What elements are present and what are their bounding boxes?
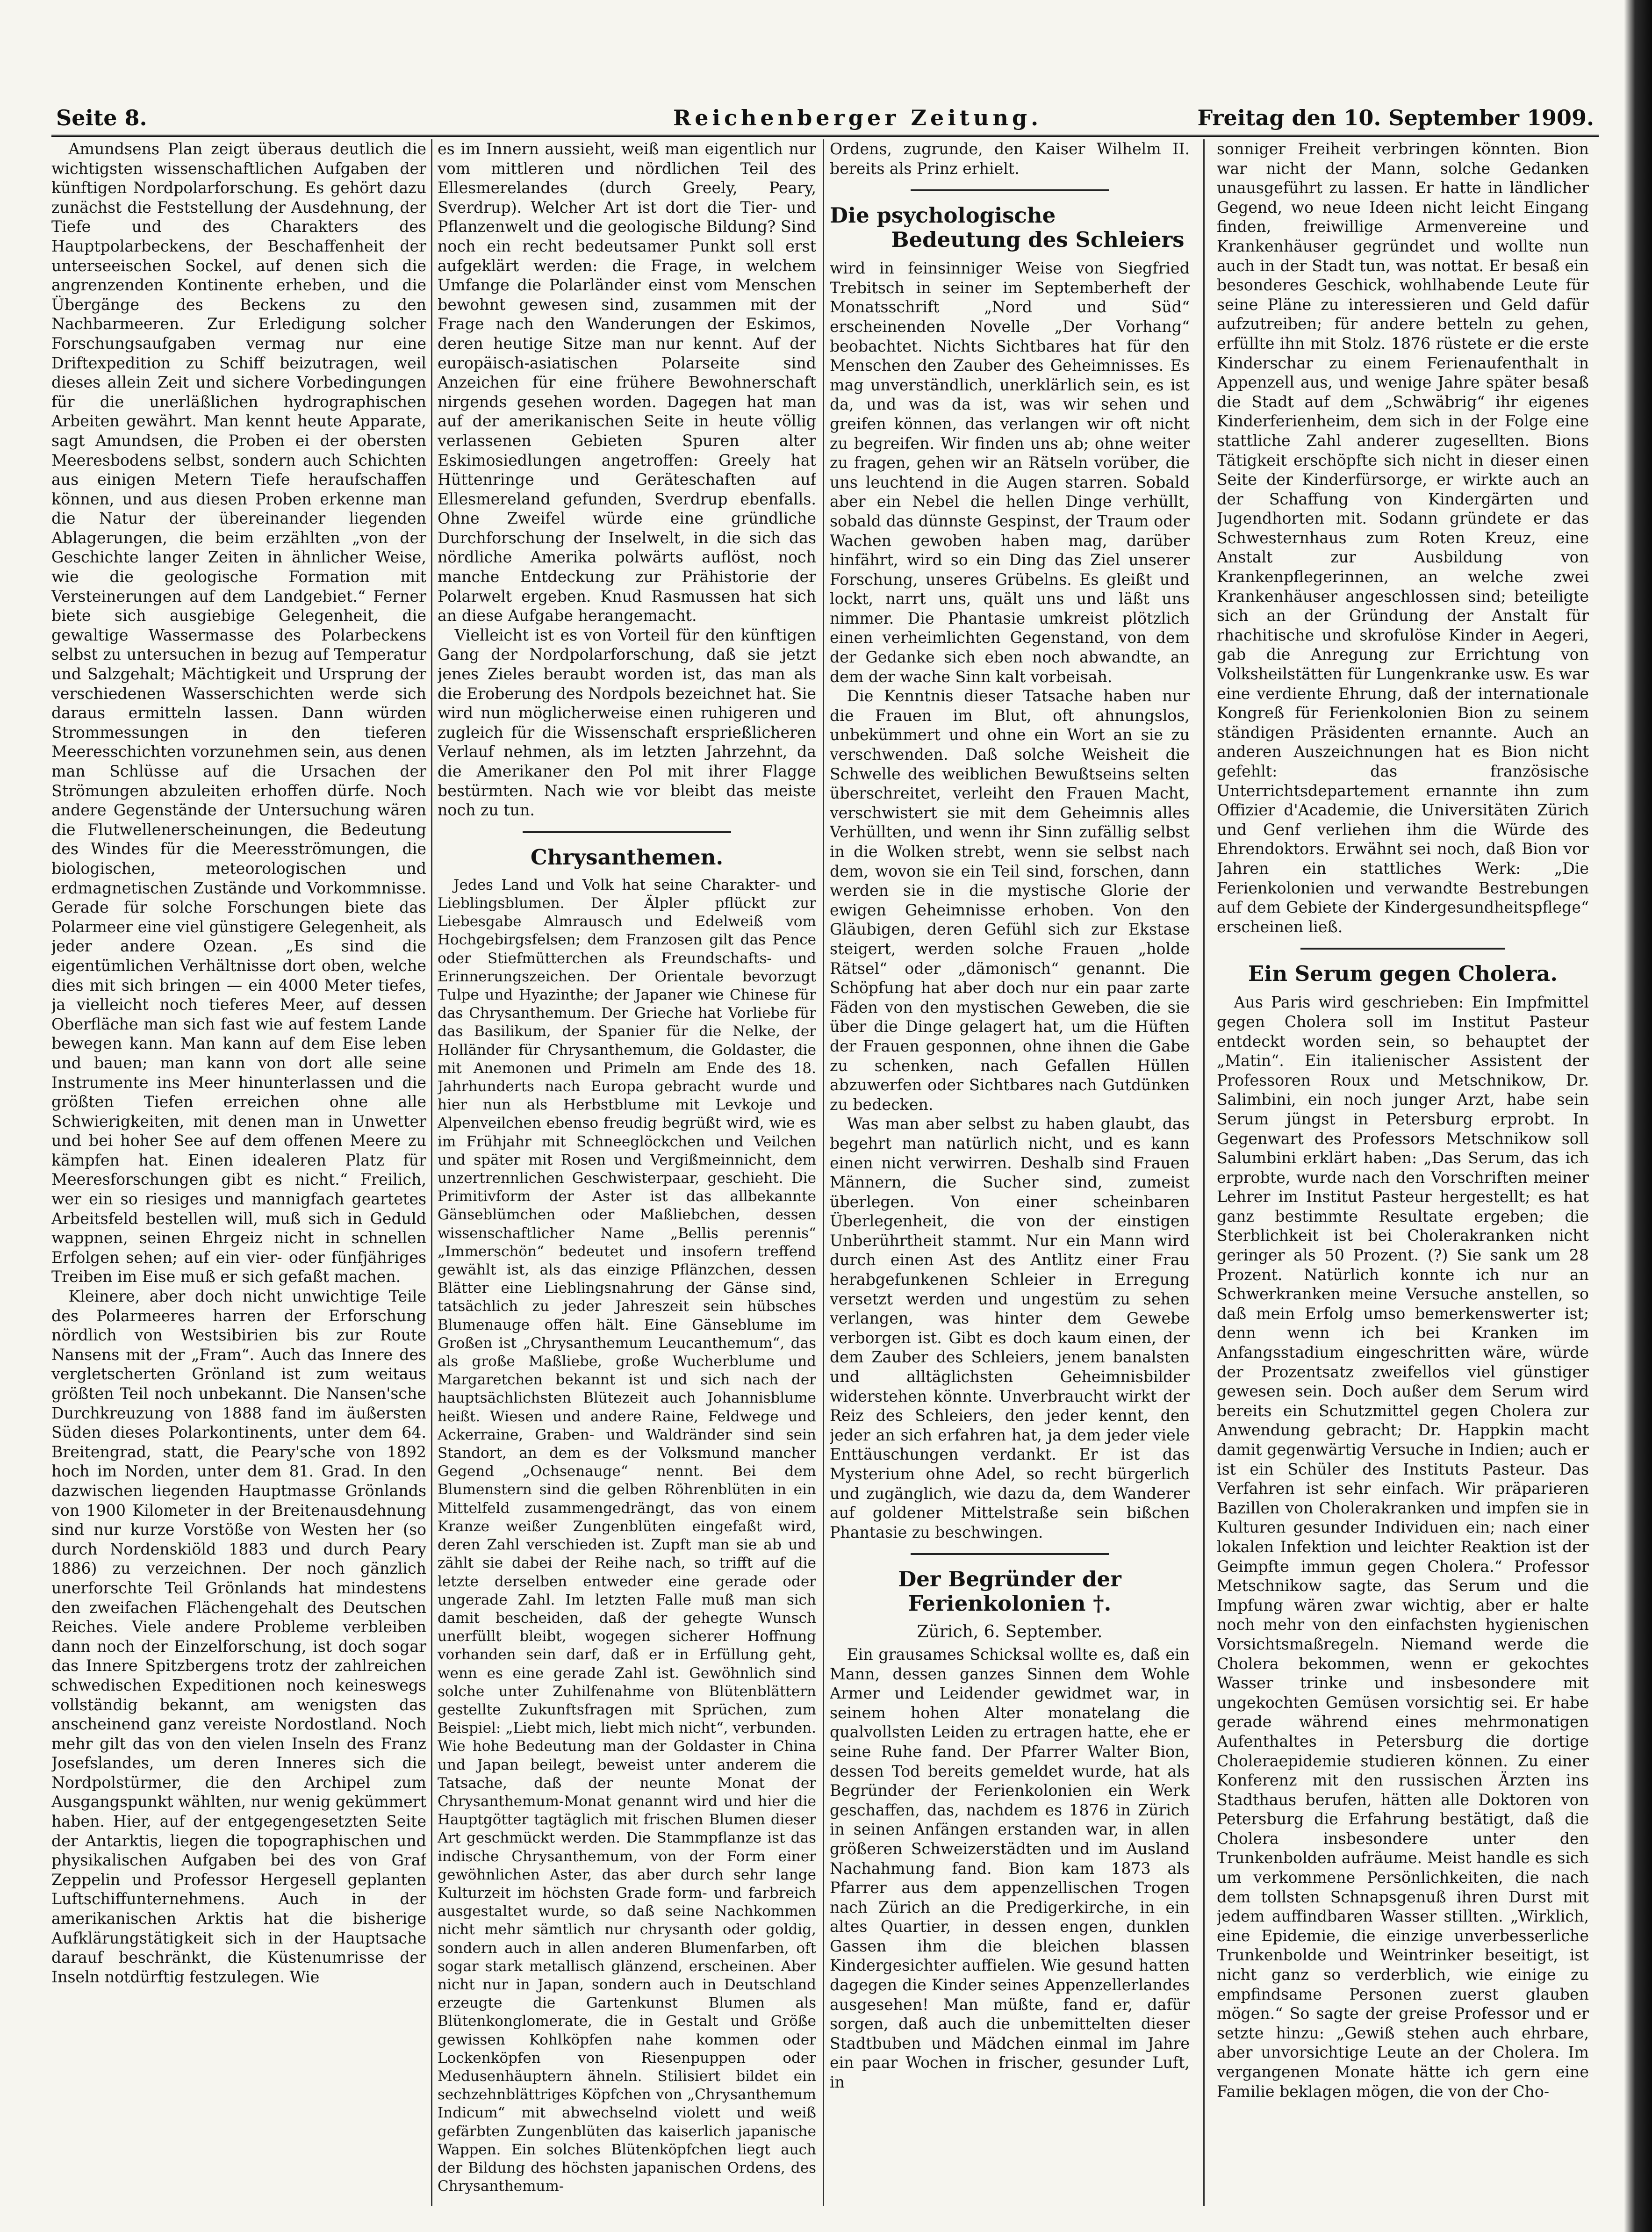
article-title-chrysanthemen: Chrysanthemen. (530, 844, 724, 870)
page-number: Seite 8. (56, 105, 147, 130)
title-line: Die psychologische (830, 203, 1056, 228)
column-4 (1217, 139, 1589, 2206)
column-2 (438, 139, 816, 2206)
article-paragraph: Ordens, zugrunde, den Kaiser Wilhelm II. bereits als Prinz erhielt. (830, 140, 1190, 178)
article-paragraph: es im Innern aussieht, weiß man eigentlich nur vom mittleren und nördlichen Teil des Ellesmerelandes (durch Greely, Peary, Sverdrup). Welcher Art ist dort die Tier- und Pflanzenwelt und die geologische Bildung? Sind noch ein recht bedeutsamer Punkt soll erst aufgeklärt werden: die Frage, in welchem Umfange die Polarländer einst vom Menschen bewohnt gewesen sind, zusammen mit der Frage nach den Wanderungen der Eskimos, deren heutige Sitze man nur kennt. Auf der europäisch-asiatischen Polarseite sind Anzeichen für eine frühere Bewohnerschaft nirgends gesehen worden. Dagegen hat man auf der amerikanischen Seite in heute völlig verlassenen Gebieten Spuren alter Eskimosiedlungen angetroffen: Greely hat Hüttenringe und Geräteschaften auf Ellesmereland gefunden, Sverdrup ebenfalls. Ohne Zweifel würde eine gründliche Durchforschung der Inselwelt, in die sich das nördliche Amerika polwärts auflöst, noch manche Entdeckung zur Prähistorie der Polarwelt ergeben. Knud Rasmussen hat sich an diese Aufgabe herangemacht. (438, 140, 816, 625)
article-title-cholera: Ein Serum gegen Cholera. (1248, 961, 1558, 986)
section-separator (911, 1553, 1109, 1555)
section-separator (911, 189, 1109, 191)
header-rule (51, 135, 1599, 137)
article-title-ferienkolonien: Der Begründer der Ferienkolonien †. (898, 1567, 1121, 1616)
column-3 (830, 139, 1190, 2206)
newspaper-title: Reichenberger Zeitung. (673, 105, 1042, 130)
article-title-schleier (830, 203, 1190, 252)
section-separator (1300, 948, 1505, 950)
page-header (51, 101, 1599, 133)
column-rule (1203, 139, 1205, 2206)
title-line: Bedeutung des Schleiers (891, 227, 1185, 252)
article-paragraph: Amundsens Plan zeigt überaus deutlich die wichtigsten wissenschaftlichen Aufgaben der künftigen Nordpolarforschung. Es gehört dazu zunächst die Feststellung der Ausdehnung, der Tiefe und des Charakters des Hauptpolarbeckens, der Beschaffenheit der unterseeischen Sockel, auf denen sich die angrenzenden Kontinente erheben, und die Übergänge des Beckens zu den Nachbarmeeren. Zur Erledigung solcher Forschungsaufgaben vermag nur eine Driftexpedition zu Schiff beizutragen, weil dieses allein Zeit und sichere Vorbedingungen für die unerläßlichen hydrographischen Arbeiten gewährt. Man kennt heute Apparate, sagt Amundsen, die Proben ei der obersten Meeresbodens selbst, sondern auch Schichten aus einigen Metern Tiefe heraufschaffen können, und aus diesen Proben erkenne man die Natur der übereinander liegenden Ablagerungen, die beim erzählten „von der Geschichte langer Zeiten in ähnlicher Weise, wie die geologische Formation mit Versteinerungen auf dem Landgebiet.“ Ferner biete sich ausgiebige Gelegenheit, die gewaltige Wassermasse des Polarbeckens selbst zu untersuchen in bezug auf Temperatur und Salzgehalt; Mächtigkeit und Ursprung der verschiedenen Wasserschichten werde sich daraus ermitteln lassen. Dann würden Strommessungen in den tieferen Meeresschichten vorzunehmen sein, aus denen man Schlüsse auf die Ursachen der Strömungen abzuleiten erhoffen dürfe. Noch andere Gegenstände der Untersuchung wären die Flutwellenerscheinungen, die Bedeutung des Windes für die Meeresströmungen, die biologischen, meteorologischen und erdmagnetischen Zustände und Vorkommnisse. Gerade für solche Forschungen biete das Polarmeer eine viel günstigere Gelegenheit, als jeder andere Ozean. „Es sind die eigentümlichen Verhältnisse dort oben, welche dies mit sich bringen — ein 4000 Meter tiefes, ja vielleicht noch tieferes Meer, auf dessen Oberfläche man sich fast wie auf festem Lande bewegen kann. Man kann auf dem Eise leben und bauen; man kann von dort alle seine Instrumente ins Meer hinunterlassen und die größten Tiefen erreichen ohne alle Schwierigkeiten, mit denen man in Unwetter und bei hoher See auf dem offenen Meere zu kämpfen hat. Einen idealeren Platz für Meeresforschungen gibt es nicht.“ Freilich, wer ein so riesiges und mannigfach geartetes Arbeitsfeld bestellen will, muß sich in Geduld wappnen, seinen Ehrgeiz nicht in schnellen Erfolgen sehen; auf ein vier- oder fünfjähriges Treiben im Eise muß er sich gefaßt machen. (51, 140, 426, 1286)
dateline: Zürich, 6. September. (917, 1622, 1103, 1642)
article-paragraph: wird in feinsinniger Weise von Siegfried Trebitsch in seiner im Septemberheft der Monatsschrift „Nord und Süd“ erscheinenden Novelle „Der Vorhang“ beobachtet. Nichts Sichtbares hat für den Menschen den Zauber des Geheimnisses. Es mag unverständlich, unerklärlich sein, es ist da, und was da ist, was wir sehen und greifen können, das verlangen wir oft nicht zu begreifen. Wir finden uns ab; ohne weiter zu fragen, gehen wir an Rätseln vorüber, die uns leuchtend in die Augen starren. Sobald aber ein Nebel die hellen Dinge verhüllt, sobald das dünnste Gespinst, der Traum oder Wachen gewoben haben mag, darüber hinfährt, wird so ein Ding das Ziel unserer Forschung, unseres Grübelns. Es gleißt und lockt, narrt uns, quält uns und läßt uns nimmer. Die Phantasie umkreist plötzlich einen verheimlichten Gegenstand, von dem der Gedanke sich eben noch abwandte, an dem der wache Sinn kalt vorbeisah. (830, 259, 1190, 686)
column-rule (431, 139, 432, 2206)
article-paragraph: Aus Paris wird geschrieben: Ein Impfmittel gegen Cholera soll im Institut Pasteur entdeckt worden sein, so behauptet der „Matin“. Ein italienischer Assistent der Professoren Roux und Metschnikow, Dr. Salimbini, ein noch junger Arzt, habe sein Serum jüngst in Petersburg erprobt. In Gegenwart des Professors Metschnikow soll Salumbini erklärt haben: „Das Serum, das ich erprobte, wurde nach den Vorschriften meiner Lehrer im Institut Pasteur hergestellt; es hat ganz bestimmte Resultate ergeben; die Sterblichkeit ist bei Cholerakranken nicht geringer als 50 Prozent. (?) Sie sank um 28 Prozent. Natürlich konnte ich nur an Schwerkranken meine Versuche anstellen, so daß mein Erfolg umso bemerkenswerter ist; denn wenn ich bei Kranken im Anfangsstadium eingeschritten wäre, würde der Prozentsatz zweifellos viel günstiger gewesen sein. Doch außer dem Serum wird bereits ein Schutzmittel gegen Cholera zur Anwendung gebracht; Dr. Happkin macht damit gegenwärtig Versuche in Indien; auch er ist ein Schüler des Instituts Pasteur. Das Verfahren ist sehr einfach. Wir präparieren Bazillen von Cholerakranken und impfen sie in Kulturen gesunder Individuen ein; nach einer lokalen Infektion und leichter Reaktion ist der Geimpfte immun gegen Cholera.“ Professor Metschnikow sagte, das Serum und die Impfung wären zwar wichtig, aber er halte noch mehr von den einfachsten hygienischen Vorsichtsmaßregeln. Niemand werde die Cholera bekommen, wenn er gekochtes Wasser trinke und insbesondere mit ungekochten Gemüsen vorsichtig sei. Er habe gerade während eines mehrmonatigen Aufenthaltes in Petersburg die dortige Choleraepidemie studieren können. Zu einer Konferenz mit den russischen Ärzten ins Stadthaus berufen, hätten alle Doktoren von Petersburg die Erfahrung bestätigt, daß die Cholera insbesondere unter den Trunkenbolden aufräume. Meist handle es sich um verkommene Persönlichkeiten, die nach dem tollsten Schnapsgenuß ihren Durst mit jedem auffindbaren Wasser stillten. „Wirklich, eine Epidemie, die einzige unverbesserliche Trunkenbolde und Weintrinker beseitigt, ist nicht ganz so verderblich, wie einige zu empfindsame Personen zuerst glauben mögen.“ So sagte der greise Professor und er setzte hinzu: „Gewiß stehen auch ehrbare, aber unvorsichtige Leute an der Cholera. Im vergangenen Monate hätte ich gern eine Familie beklagen mögen, die von der Cho- (1217, 993, 1589, 2101)
issue-date: Freitag den 10. September 1909. (1197, 105, 1594, 130)
article-paragraph: Kleinere, aber doch nicht unwichtige Teile des Polarmeeres harren der Erforschung nördlich von Westsibirien bis zur Route Nansens mit der „Fram“. Auch das Innere des vergletscherten Grönland ist zum weitaus größten Teil noch unbekannt. Die Nansen'sche Durchkreuzung von 1888 fand im äußersten Süden dieses Polarkontinents, unter dem 64. Breitengrad, statt, die Peary'sche von 1892 hoch im Norden, unter dem 81. Grad. In den dazwischen liegenden Hauptmasse Grönlands von 1900 Kilometer in der Breitenausdehnung sind nur kurze Vorstöße von Westen her (so durch Nordenskiöld 1883 und durch Peary 1886) zu verzeichnen. Der noch gänzlich unerforschte Teil Grönlands hat mindestens den zweifachen Flächengehalt des Deutschen Reiches. Viele andere Probleme verbleiben dann noch der Einzelforschung, ist doch sogar das Innere Spitzbergens trotz der zahlreichen schwedischen Expeditionen noch keineswegs vollständig bekannt, am wenigsten das anscheinend ganz vereiste Nordostland. Noch mehr gilt das von den vielen Inseln des Franz Josefslandes, um deren Inneres sich die Nordpolstürmer, die den Archipel zum Ausgangspunkt wählten, nur wenig gekümmert haben. Hier, auf der entgegengesetzten Seite der Antarktis, liegen die topographischen und physikalischen Aufgaben bei des von Graf Zeppelin und Professor Hergesell geplanten Luftschiffunternehmens. Auch in der amerikanischen Arktis hat die bisherige Aufklärungstätigkeit sich in der Hauptsache darauf beschränkt, die Küstenumrisse der Inseln notdürftig festzulegen. Wie (51, 1287, 426, 1986)
column-1 (51, 139, 426, 2206)
article-paragraph: sonniger Freiheit verbringen könnten. Bion war nicht der Mann, solche Gedanken unausgeführt zu lassen. Er hatte in ländlicher Gegend, wo neue Ideen nicht leicht Eingang finden, freiwillige Armenvereine und Krankenhäuser gegründet und wollte nun auch in der Stadt tun, was nottat. Er besaß ein besonderes Geschick, wohlhabende Leute für seine Pläne zu interessieren und Geld dafür aufzutreiben; für andere betteln zu gehen, erfüllte ihn mit Stolz. 1876 rüstete er die erste Kinderschar zu einem Ferienaufenthalt in Appenzell aus, und wenige Jahre später besaß die Stadt auf dem „Schwäbrig“ ihr eigenes Kinderferienheim, dem sich in der Folge eine stattliche Zahl anderer zugesellten. Bions Tätigkeit erschöpfte sich nicht in dieser einen Seite der Kinderfürsorge, er wirkte auch an der Schaffung von Kindergärten und Jugendhorten mit. Sodann gründete er das Schwesternhaus zum Roten Kreuz, eine Anstalt zur Ausbildung von Krankenpflegerinnen, an welche zwei Krankenhäuser angeschlossen sind; beteiligte sich an der Gründung der Anstalt für rhachitische und skrofulöse Kinder in Aegeri, gab die Anregung zur Errichtung von Volksheilstätten für Lungenkranke usw. Es war eine verdiente Ehrung, daß der internationale Kongreß für Ferienkolonien Bion zu seinem ständigen Präsidenten ernannte. Auch an anderen Auszeichnungen hat es Bion nicht gefehlt: das französische Unterrichtsdepartement ernannte ihn zum Offizier d'Academie, die Universitäten Zürich und Genf verliehen ihm die Würde des Ehrendoktors. Erwähnt sei noch, daß Bion vor Jahren ein stattliches Werk: „Die Ferienkolonien und verwandte Bestrebungen auf dem Gebiete der Kindergesundheitspflege“ erscheinen ließ. (1217, 140, 1589, 936)
article-paragraph: Die Kenntnis dieser Tatsache haben nur die Frauen im Blut, oft ahnungslos, unbekümmert und ohne ein Wort an sie zu verschwenden. Daß solche Weisheit die Schwelle des weiblichen Bewußtseins selten überschreitet, verleiht den Frauen Macht, verschwistert sie mit dem Geheimnis alles Verhüllten, und wenn ihr Sinn zufällig selbst in die Wolken strebt, wenn sie selbst nach dem, wovon sie ein Teil sind, forschen, dann werden sie in die mystische Glorie der ewigen Geheimnisse erhoben. Von den Gläubigen, deren Gefühl sich zur Ekstase steigert, werden solche Frauen „holde Rätsel“ oder „dämonisch“ genannt. Die Schöpfung hat aber doch nur ein paar zarte Fäden von den mystischen Geweben, die sie über die Dinge gelagert hat, um die Hüften der Frauen gesponnen, ohne ihnen die Gabe zu schenken, nach Gefallen Hüllen abzuwerfen oder Sichtbares nach Gutdünken zu bedecken. (830, 687, 1190, 1114)
article-paragraph: Vielleicht ist es von Vorteil für den künftigen Gang der Nordpolarforschung, daß sie jetzt jenes Zieles beraubt worden ist, das man als die Eroberung des Nordpols bezeichnet hat. Sie wird nun möglicherweise einen ruhigeren und zugleich für die Wissenschaft ersprießlicheren Verlauf nehmen, als im letzten Jahrzehnt, da die Amerikaner den Pol mit ihrer Flagge bestürmten. Nach wie vor bleibt das meiste noch zu tun. (438, 626, 816, 820)
article-paragraph: Was man aber selbst zu haben glaubt, das begehrt man natürlich nicht, und es kann einen nicht verwirren. Deshalb sind Frauen Männern, die Sucher sind, zumeist überlegen. Von einer scheinbaren Überlegenheit, die von der einstigen Unberührtheit stammt. Nur ein Mann wird durch einen Ast des Antlitz einer Frau herabgefunkenen Schleier in Erregung versetzt werden und ungestüm zu sehen verlangen, was hinter dem Gewebe verborgen ist. Gibt es doch kaum einen, der dem Zauber des Schleiers, jenem banalsten und alltäglichsten Geheimnisbilder widerstehen könnte. Unverbraucht wirkt der Reiz des Schleiers, den jeder kennt, den jeder an sich erfahren hat, ja dem jeder viele Enttäuschungen verdankt. Er ist das Mysterium ohne Adel, so recht bürgerlich und zugänglich, wie dazu da, dem Wanderer auf goldener Mittelstraße sein bißchen Phantasie zu beschwingen. (830, 1115, 1190, 1541)
column-rule (823, 139, 824, 2206)
scan-edge (1624, 0, 1652, 2232)
article-paragraph: Ein grausames Schicksal wollte es, daß ein Mann, dessen ganzes Sinnen dem Wohle Armer und Leidender gewidmet war, in seinem hohen Alter monatelang die qualvollsten Leiden zu ertragen hatte, ehe er seine Ruhe fand. Der Pfarrer Walter Bion, dessen Tod bereits gemeldet wurde, hat als Begründer der Ferienkolonien ein Werk geschaffen, das, nachdem es 1876 in Zürich in seinen Anfängen erstanden war, in allen größeren Schweizerstädten und im Ausland Nachahmung fand. Bion kam 1873 als Pfarrer aus dem appenzellischen Trogen nach Zürich an die Predigerkirche, in ein altes Quartier, in dessen engen, dunklen Gassen ihm die bleichen blassen Kindergesichter auffielen. Wie gesund hatten dagegen die Kinder seines Appenzellerlandes ausgesehen! Man müßte, fand er, dafür sorgen, daß auch die unbemittelten dieser Stadtbuben und Mädchen einmal im Jahre ein paar Wochen in frischer, gesunder Luft, in (830, 1645, 1190, 2092)
section-separator (523, 831, 731, 833)
article-paragraph: Jedes Land und Volk hat seine Charakter- und Lieblingsblumen. Der Älpler pflückt zur Liebesgabe Almrausch und Edelweiß vom Hochgebirgsfelsen; dem Franzosen gilt das Pence oder Stiefmütterchen als Freundschafts- und Erinnerungszeichen. Der Orientale bevorzugt Tulpe und Hyazinthe; der Japaner wie Chinese für das Chrysanthemum. Der Grieche hat Vorliebe für das Basilikum, der Spanier für die Nelke, der Holländer für Chrysanthemum, die Goldaster, die mit Anemonen und Primeln am Ende des 18. Jahrhunderts nach Europa gebracht wurde und hier nun als Herbstblume mit Levkoje und Alpenveilchen ebenso freudig begrüßt wird, wie es im Frühjahr mit Schneeglöckchen und Veilchen und später mit Rosen und Vergißmeinnicht, dem unzertrennlichen Geschwisterpaar, geschieht. Die Primitivform der Aster ist das allbekannte Gänseblümchen oder Maßliebchen, dessen wissenschaftlicher Name „Bellis perennis“ „Immerschön“ bedeutet und insofern treffend gewählt ist, als das einzige Pflänzchen, dessen Blätter eine Lieblingsnahrung der Gänse sind, tatsächlich zu jeder Jahreszeit sein hübsches Blumenauge offen hält. Eine Gänseblume im Großen ist „Chrysanthemum Leucanthemum“, das als große Maßliebe, große Wucherblume und Margaretchen bekannt ist und sich nach der hauptsächlichsten Blütezeit auch Johannisblume heißt. Wiesen und andere Raine, Feldwege und Ackerraine, Graben- und Waldränder sind sein Standort, an dem es der Volksmund mancher Gegend „Ochsenauge“ nennt. Bei dem Blumenstern sind die gelben Röhrenblüten in ein Mittelfeld zusammengedrängt, das von einem Kranze weißer Zungenblüten eingefaßt wird, deren Zahl verschieden ist. Zupft man sie ab und zählt sie dabei der Reihe nach, so trifft auf die letzte derselben entweder eine gerade oder ungerade Zahl. Im letzten Falle muß man sich damit bescheiden, daß der gehegte Wunsch unerfüllt bleibt, wogegen sicherer Hoffnung vorhanden sein darf, daß er in Erfüllung geht, wenn es eine gerade Zahl ist. Gewöhnlich sind solche unter Zuhilfenahme von Blütenblättern gestellte Zukunftsfragen mit Sprüchen, zum Beispiel: „Liebt mich, liebt mich nicht“, verbunden. Wie hohe Bedeutung man der Goldaster in China und Japan beilegt, beweist unter anderem die Tatsache, daß der neunte Monat der Chrysanthemum-Monat genannt wird und hier die Hauptgötter tagtäglich mit frischen Blumen dieser Art geschmückt werden. Die Stammpflanze ist das indische Chrysanthemum, von der Form einer gewöhnlichen Aster, das aber durch sehr lange Kulturzeit im höchsten Grade form- und farbreich ausgestaltet wurde, so daß seine Nachkommen nicht mehr sämtlich nur chrysanth oder goldig, sondern auch in allen anderen Blumenfarben, oft sogar stark metallisch glänzend, erscheinen. Aber nicht nur in Japan, sondern auch in Deutschland erzeugte die Gartenkunst Blumen als Blütenkonglomerate, die in Gestalt und Größe gewissen Kohlköpfen nahe kommen oder Lockenköpfen von Riesenpuppen oder Medusenhäuptern ähneln. Stilisiert bildet ein sechzehnblättriges Köpfchen von „Chrysanthemum Indicum“ mit abwechselnd violett und weiß gefärbten Zungenblüten das kaiserlich japanische Wappen. Ein solches Blütenköpfchen liegt auch der Bildung des höchsten japanischen Ordens, des Chrysanthemum- (438, 876, 816, 2195)
